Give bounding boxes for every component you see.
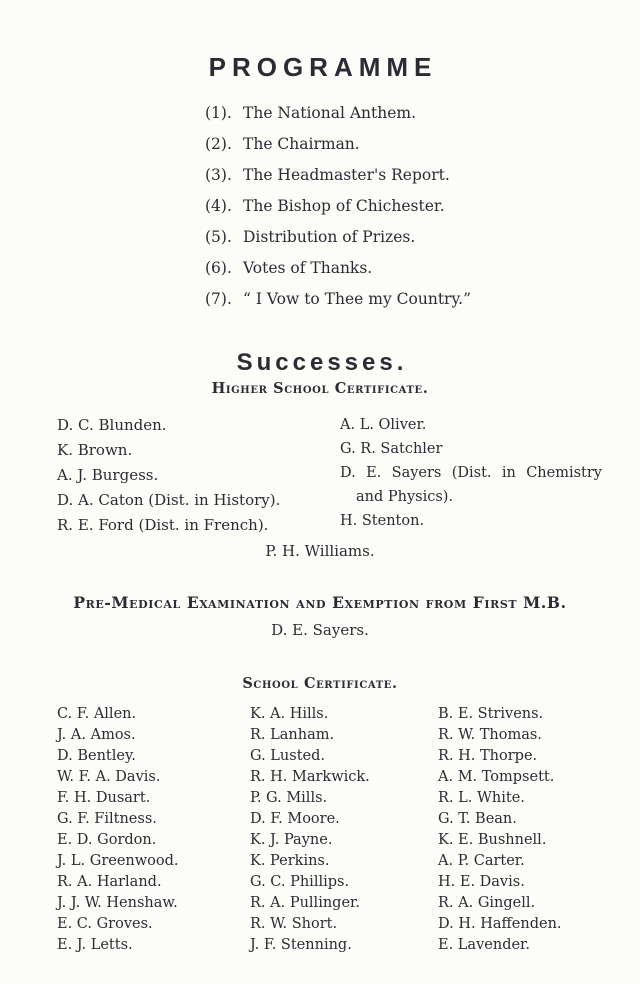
name-entry: R. E. Ford (Dist. in French).: [57, 515, 269, 534]
name-entry: J. J. W. Henshaw.: [57, 894, 178, 911]
name-entry: H. E. Davis.: [438, 873, 525, 890]
programme-item-number: (2).: [205, 134, 232, 153]
pre-medical-heading: Pre-Medical Examination and Exemption from First M.B.: [73, 592, 567, 612]
name-entry: C. F. Allen.: [57, 705, 137, 722]
programme-item-number: (3).: [205, 165, 232, 184]
page-title: PROGRAMME: [208, 52, 438, 82]
name-entry: B. E. Strivens.: [438, 705, 544, 722]
programme-item: [205, 196, 640, 216]
programme-item-label: The Headmaster's Report.: [243, 165, 450, 184]
school-certificate-heading: School Certificate.: [242, 674, 398, 692]
pre-medical-name: D. E. Sayers.: [271, 620, 369, 639]
hsc-centered-name: P. H. Williams.: [265, 541, 375, 560]
name-entry: R. Lanham.: [250, 726, 335, 743]
name-entry: E. D. Gordon.: [57, 831, 157, 848]
programme-item: [205, 165, 640, 185]
name-entry: A. J. Burgess.: [57, 465, 159, 484]
name-entry: G. T. Bean.: [438, 810, 517, 827]
successes-heading: Successes.: [236, 348, 408, 376]
sc-name-columns: [57, 704, 640, 956]
sc-column-1: [57, 704, 250, 956]
name-entry: K. Brown.: [57, 440, 133, 459]
hsc-name-columns: [57, 413, 640, 538]
programme-item-label: The Chairman.: [243, 134, 360, 153]
name-entry: P. G. Mills.: [250, 789, 328, 806]
programme-item: [205, 227, 640, 247]
name-entry: D. Bentley.: [57, 747, 136, 764]
name-entry: J. L. Greenwood.: [57, 852, 179, 869]
name-entry: R. L. White.: [438, 789, 525, 806]
name-entry: R. W. Short.: [250, 915, 338, 932]
name-entry: A. M. Tompsett.: [438, 768, 555, 785]
name-entry: G. F. Filtness.: [57, 810, 157, 827]
programme-item-label: Votes of Thanks.: [243, 258, 373, 277]
programme-item-number: (1).: [205, 103, 232, 122]
name-entry: D. H. Haffenden.: [438, 915, 562, 932]
programme-list: [205, 103, 640, 309]
name-entry: D. F. Moore.: [250, 810, 340, 827]
name-entry: K. A. Hills.: [250, 705, 329, 722]
sc-column-3: [438, 704, 638, 956]
name-entry: K. J. Payne.: [250, 831, 333, 848]
programme-item-number: (4).: [205, 196, 232, 215]
name-entry: R. A. Harland.: [57, 873, 162, 890]
name-entry: W. F. A. Davis.: [57, 768, 161, 785]
programme-item: [205, 134, 640, 154]
name-entry: E. C. Groves.: [57, 915, 153, 932]
sc-column-2: [250, 704, 438, 956]
name-entry: F. H. Dusart.: [57, 789, 151, 806]
name-entry: K. Perkins.: [250, 852, 330, 869]
name-entry: A. P. Carter.: [438, 852, 525, 869]
name-entry: J. F. Stenning.: [250, 936, 352, 953]
programme-item-number: (6).: [205, 258, 232, 277]
name-entry: J. A. Amos.: [57, 726, 136, 743]
name-entry: R. A. Gingell.: [438, 894, 536, 911]
name-entry: E. Lavender.: [438, 936, 530, 953]
programme-item-label: The Bishop of Chichester.: [243, 196, 445, 215]
name-entry: H. Stenton.: [340, 512, 425, 529]
name-entry: G. Lusted.: [250, 747, 325, 764]
hsc-right-column: [340, 413, 602, 538]
programme-item-number: (7).: [205, 289, 232, 308]
programme-item-label: “ I Vow to Thee my Country.”: [243, 289, 472, 308]
name-entry: R. H. Markwick.: [250, 768, 370, 785]
programme-item: [205, 289, 640, 309]
name-entry: A. L. Oliver.: [340, 416, 427, 433]
higher-school-certificate-heading: Higher School Certificate.: [211, 379, 429, 397]
name-entry: E. J. Letts.: [57, 936, 133, 953]
name-entry: R. A. Pullinger.: [250, 894, 360, 911]
name-entry: G. R. Satchler: [340, 440, 443, 457]
programme-item-label: The National Anthem.: [243, 103, 417, 122]
programme-item-label: Distribution of Prizes.: [243, 227, 416, 246]
name-entry: R. H. Thorpe.: [438, 747, 538, 764]
name-entry: K. E. Bushnell.: [438, 831, 547, 848]
name-entry: D. E. Sayers (Dist. in Chemistry and Physics).: [340, 464, 602, 505]
name-entry: G. C. Phillips.: [250, 873, 350, 890]
programme-item: [205, 103, 640, 123]
programme-item-number: (5).: [205, 227, 232, 246]
name-entry: R. W. Thomas.: [438, 726, 542, 743]
hsc-left-column: [57, 413, 340, 538]
name-entry: D. C. Blunden.: [57, 415, 167, 434]
name-entry: D. A. Caton (Dist. in History).: [57, 490, 281, 509]
programme-item: [205, 258, 640, 278]
